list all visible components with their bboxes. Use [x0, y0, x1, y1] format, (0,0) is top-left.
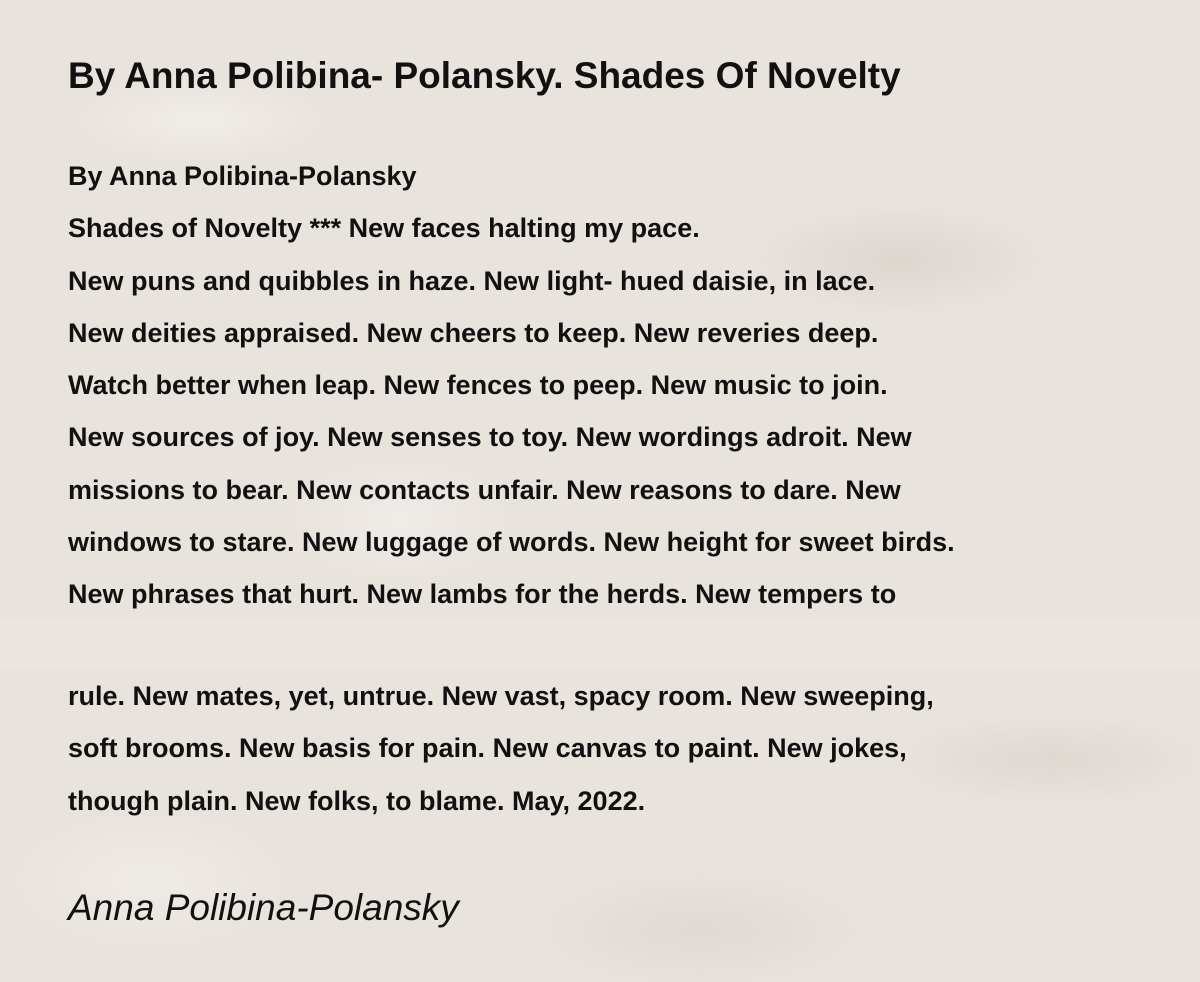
poem-line: New phrases that hurt. New lambs for the herds. New tempers to [68, 579, 897, 610]
poem-line: missions to bear. New contacts unfair. New reasons to dare. New [68, 474, 901, 505]
poem-line: soft brooms. New basis for pain. New canvas to paint. New jokes, [68, 733, 907, 764]
poem-body-page-1 [68, 150, 955, 621]
author-signature: Anna Polibina-Polansky [68, 887, 459, 928]
poem-body-page-2 [68, 670, 934, 827]
poem-line: New sources of joy. New senses to toy. New wordings adroit. New [68, 422, 912, 453]
page-break-band [0, 622, 1200, 668]
poem-line: By Anna Polibina-Polansky [68, 161, 417, 191]
poem-line: New deities appraised. New cheers to keep. New reveries deep. [68, 317, 879, 348]
poem-title: By Anna Polibina- Polansky. Shades Of Novelty [68, 55, 901, 96]
poem-line: Shades of Novelty *** New faces halting my pace. [68, 213, 700, 244]
poem-line: rule. New mates, yet, untrue. New vast, spacy room. New sweeping, [68, 681, 934, 711]
poem-line: though plain. New folks, to blame. May, 2022. [68, 785, 646, 816]
poem-line: Watch better when leap. New fences to peep. New music to join. [68, 370, 888, 401]
poem-line: windows to stare. New luggage of words. New height for sweet birds. [68, 527, 955, 558]
poem-line: New puns and quibbles in haze. New light- hued daisie, in lace. [68, 265, 876, 296]
